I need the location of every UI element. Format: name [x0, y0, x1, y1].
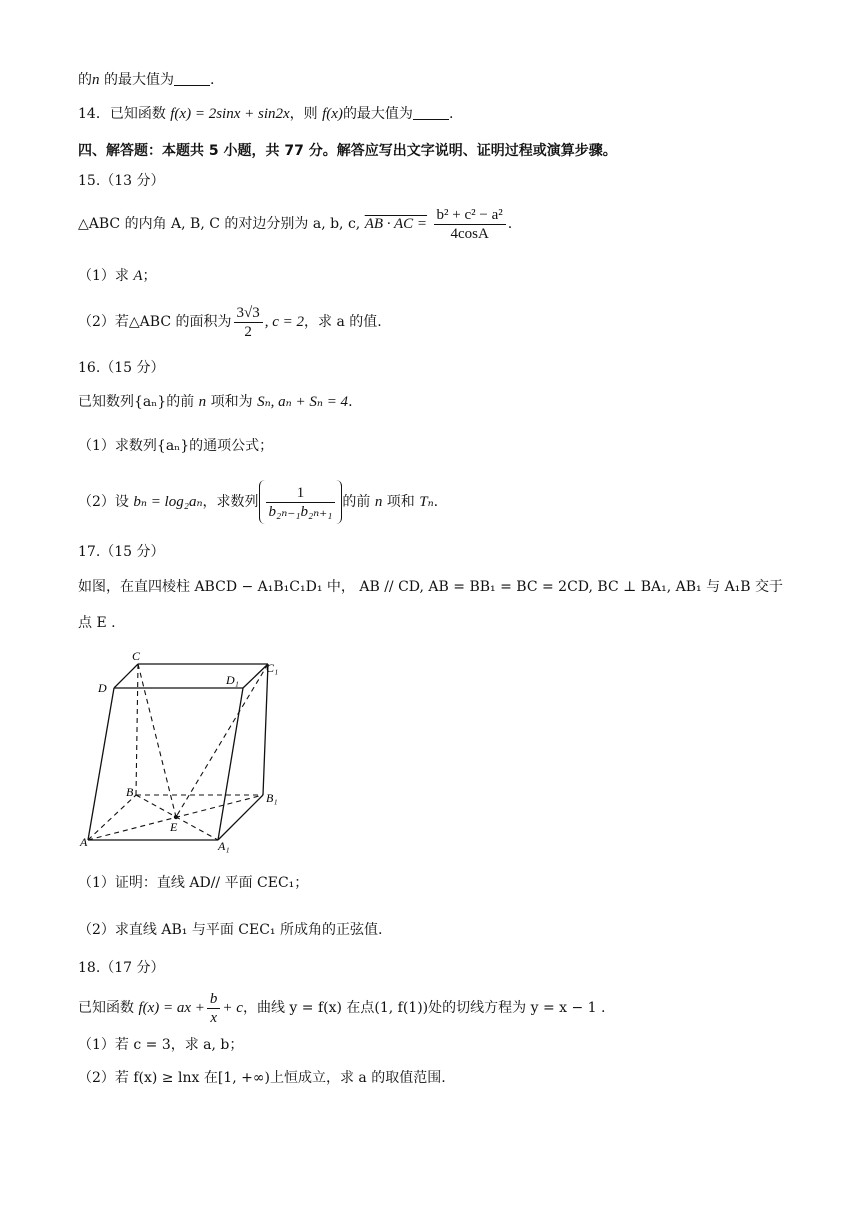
q18-stem: 已知函数 f(x) = ax + $\frac{b}{x}$ + c，曲线 y = f(x) 在点(1, f(1))处的切线方程为 y = x − 1 .	[78, 990, 606, 1026]
q18-part2: （2）若 f(x) ≥ lnx 在[1, +∞)上恒成立，求 a 的取值范围.	[78, 1070, 446, 1086]
q16-heading: 16.（15 分）	[78, 360, 165, 376]
prism-figure	[78, 650, 308, 855]
vertex-label-e: E	[170, 820, 178, 834]
question-14: 14．已知函数 f(x) = 2sinx + sin2x，则 f(x)的最大值为 .	[78, 106, 454, 122]
q18-part1: （1）若 c = 3，求 a, b；	[78, 1037, 244, 1053]
q15-stem: △ABC 的内角 A, B, C 的对边分别为 a, b, c, AB · AC = $\frac{\text{b² + c² − a²}}{4\cos A}$ .	[78, 206, 513, 242]
q17-part2: （2）求直线 AB₁ 与平面 CEC₁ 所成角的正弦值.	[78, 922, 383, 938]
q17-part1: （1）证明：直线 AD// 平面 CEC₁；	[78, 875, 309, 891]
q16-stem: 已知数列{aₙ}的前 n 项和为 Sₙ, aₙ + Sₙ = 4.	[78, 394, 353, 410]
vertex-label-c: C	[132, 650, 141, 663]
q18-heading: 18.（17 分）	[78, 960, 165, 976]
q13-tail: 的n 的最大值为 .	[78, 72, 215, 88]
vertex-label-a1: A₁	[218, 839, 230, 853]
q15-part2: （2）若△ABC 的面积为 $\frac{3√3}{2}$ , c = 2，求 a 的值.	[78, 304, 382, 340]
answer-blank[interactable]	[174, 71, 210, 86]
q17-stem-line2: 点 E .	[78, 615, 116, 631]
vertex-label-d1: D₁	[226, 673, 239, 687]
vertex-label-b1: B₁	[266, 791, 278, 805]
answer-blank[interactable]	[413, 105, 449, 120]
q17-heading: 17.（15 分）	[78, 544, 165, 560]
vertex-label-a: A	[80, 835, 88, 849]
section-heading: 四、解答题：本题共 5 小题，共 77 分。解答应写出文字说明、证明过程或演算步骤。	[78, 143, 617, 159]
q16-part2: （2）设 bₙ = log₂aₙ，求数列 $\frac{1}{\text{b₂ₙ₋₁b₂ₙ₊₁}}$ 的前 n 项和 Tₙ.	[78, 480, 820, 524]
q16-part1: （1）求数列{aₙ}的通项公式；	[78, 438, 274, 454]
q15-heading: 15.（13 分）	[78, 173, 165, 189]
vertex-label-c1: C₁	[266, 661, 279, 675]
vertex-label-b: B	[126, 785, 134, 799]
q15-part1: （1）求 A；	[78, 268, 157, 284]
q17-stem-line1: 如图，在直四棱柱 ABCD − A₁B₁C₁D₁ 中， AB // CD, AB = BB₁ = BC = 2CD, BC ⊥ BA₁, AB₁ 与 A₁B 交于	[78, 579, 784, 595]
vertex-label-d: D	[98, 681, 107, 695]
